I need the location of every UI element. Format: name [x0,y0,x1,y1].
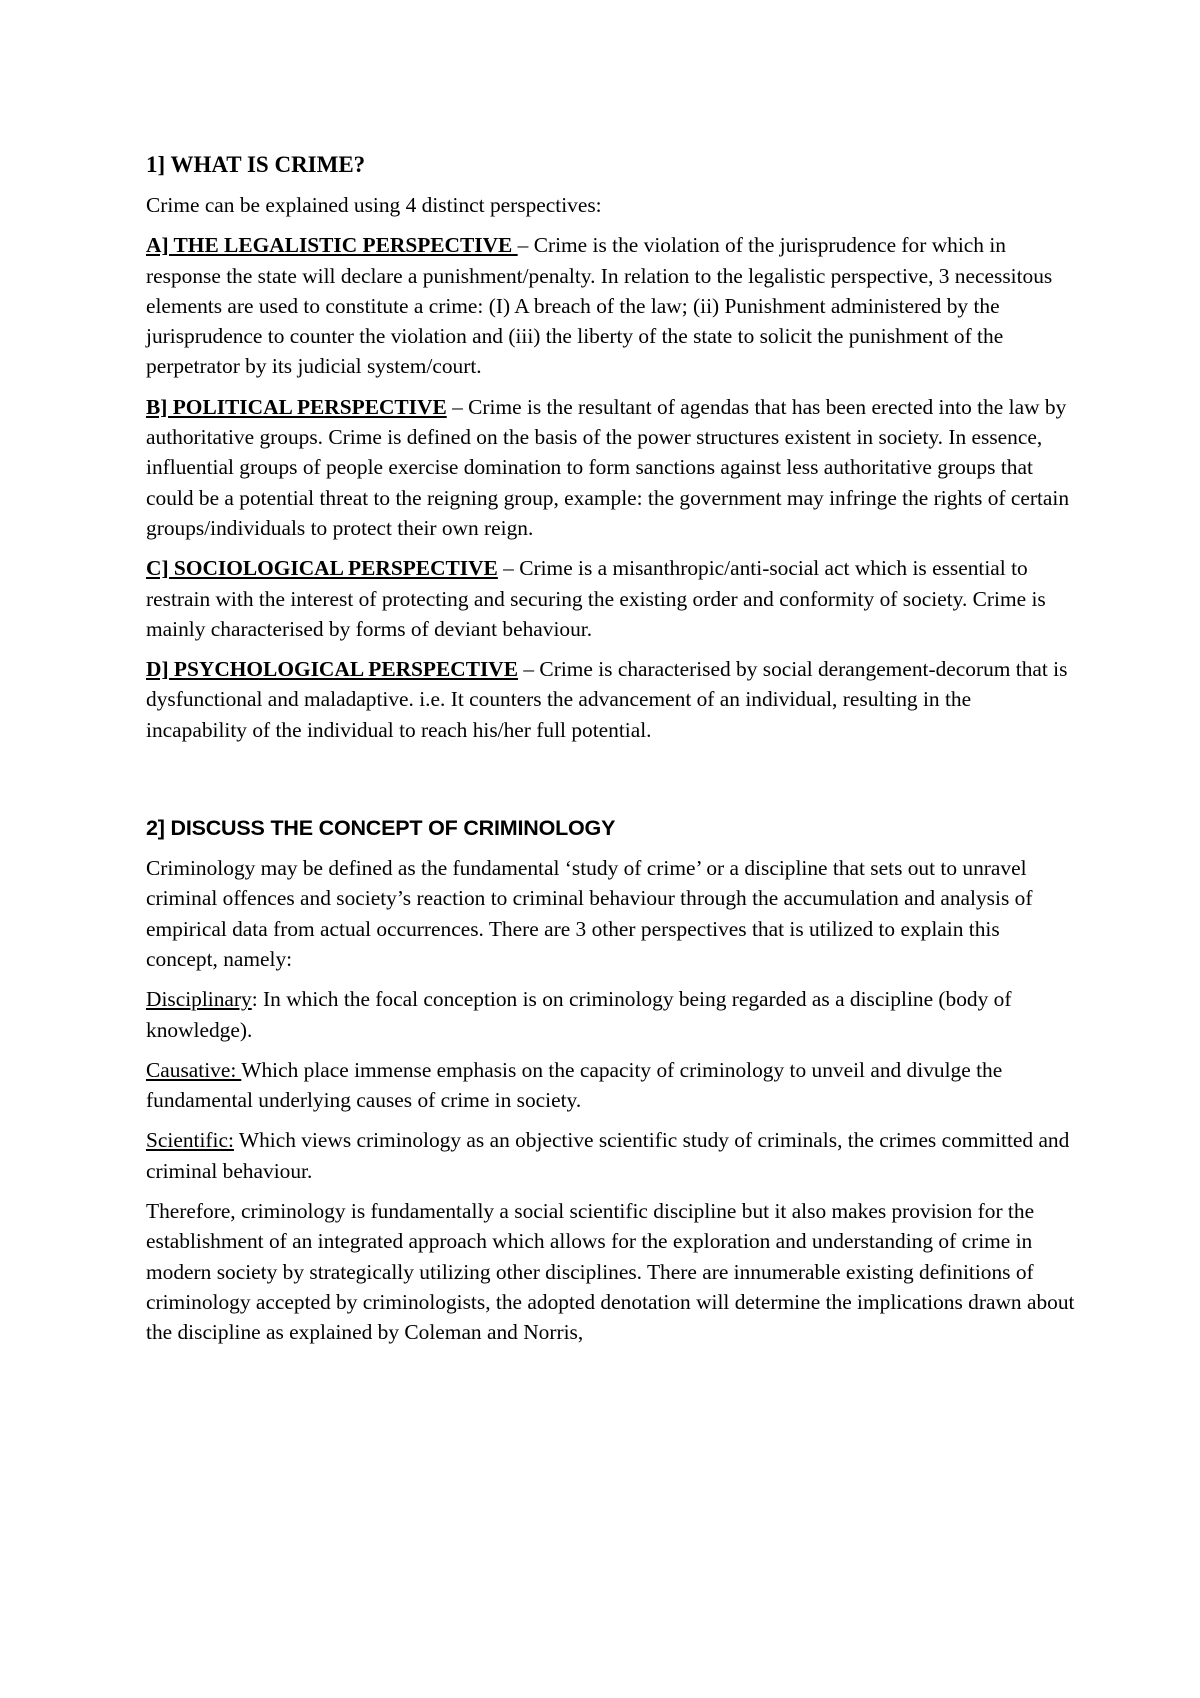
section-2-intro: Criminology may be defined as the fundamental ‘study of crime’ or a discipline that sets out to unravel criminal offences and society’s reaction to criminal behaviour through the accumulation and analysis of empirical data from actual occurrences. There are 3 other perspectives that is utilized to explain this concept, namely: [146,856,1033,971]
concept-causative-text: Which place immense emphasis on the capacity of criminology to unveil and divulge the fundamental underlying causes of crime in society. [146,1057,1003,1113]
concept-disciplinary-text: : In which the focal conception is on criminology being regarded as a discipline (body of knowledge). [146,987,1012,1042]
perspective-sociological-label: C] SOCIOLOGICAL PERSPECTIVE [146,556,498,581]
section-1-heading: 1] WHAT IS CRIME? [146,152,366,177]
section-2-heading: 2] DISCUSS THE CONCEPT OF CRIMINOLOGY [146,816,616,841]
concept-disciplinary-label: Disciplinary [146,987,252,1012]
perspective-psychological [146,654,1076,745]
perspective-sociological [146,553,1076,644]
concept-disciplinary [146,984,1076,1045]
concept-causative [146,1055,1076,1116]
concept-scientific [146,1125,1076,1186]
concept-causative-label: Causative: [146,1057,242,1082]
section-2-conclusion: Therefore, criminology is fundamentally a social scientific discipline but it also makes provision for the establishment of an integrated approach which allows for the exploration and understanding of crime in modern society by strategically utilizing other disciplines. There are innumerable existing definitions of criminology accepted by criminologists, the adopted denotation will determine the implications drawn about the discipline as explained by Coleman and Norris, [146,1199,1075,1345]
perspective-legalistic [146,230,1076,381]
document-body [146,150,1076,1358]
perspective-psychological-text: – Crime is characterised by social derangement-decorum that is dysfunctional and maladaptive. i.e. It counters the advancement of an individual, resulting in the incapability of the individual to reach his/her full potential. [146,657,1068,742]
concept-scientific-text: Which views criminology as an objective scientific study of criminals, the crimes committed and criminal behaviour. [146,1128,1070,1183]
perspective-political [146,392,1076,543]
concept-scientific-label: Scientific: [146,1128,234,1153]
perspective-legalistic-label: A] THE LEGALISTIC PERSPECTIVE [146,233,518,258]
perspective-legalistic-text: – Crime is the violation of the jurisprudence for which in response the state will declare a punishment/penalty. In relation to the legalistic perspective, 3 necessitous elements are used to constitute a crime: (I) A breach of the law; (ii) Punishment administered by the jurisprudence to counter the violation and (iii) the liberty of the state to solicit the punishment of the perpetrator by its judicial system/court. [146,233,1053,379]
perspective-sociological-text: – Crime is a misanthropic/anti-social act which is essential to restrain with the interest of protecting and securing the existing order and conformity of society. Crime is mainly characterised by forms of deviant behaviour. [146,556,1046,641]
perspective-psychological-label: D] PSYCHOLOGICAL PERSPECTIVE [146,657,519,682]
perspective-political-label: B] POLITICAL PERSPECTIVE [146,394,447,419]
perspective-political-text: – Crime is the resultant of agendas that has been erected into the law by authoritative groups. Crime is defined on the basis of the power structures existent in society. In essence, influential groups of people exercise domination to form sanctions against less authoritative groups that could be a potential threat to the reigning group, example: the government may infringe the rights of certain groups/individuals to protect their own reign. [146,394,1070,540]
section-1-intro: Crime can be explained using 4 distinct perspectives: [146,193,602,217]
